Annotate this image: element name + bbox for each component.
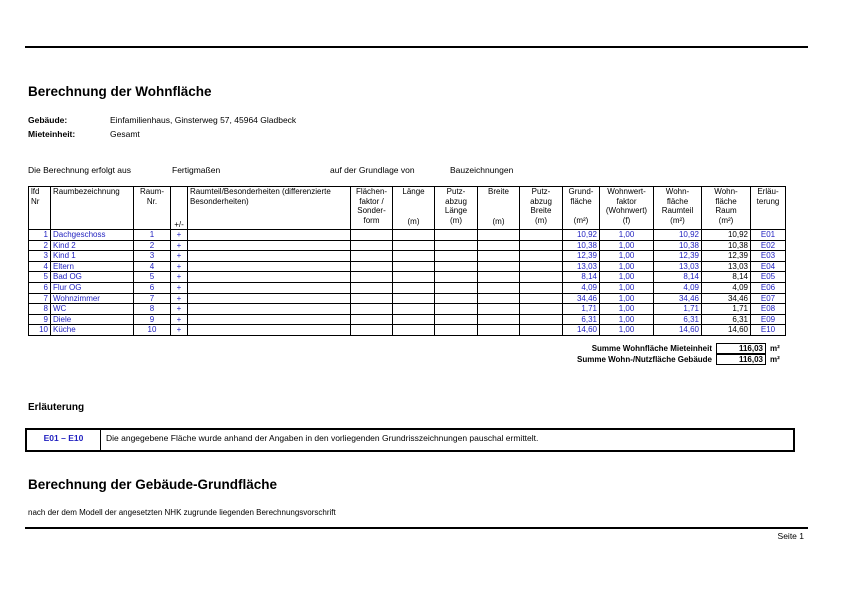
header-wohnflaeche-raumteil-unit: (m²): [670, 215, 685, 225]
header-putz-breite-unit: (m): [535, 215, 547, 225]
header-raumbezeichnung: Raumbezeichnung: [51, 187, 134, 230]
row-wohnflaeche-raum: 6,31: [702, 314, 751, 325]
row-laenge: [393, 261, 435, 272]
header-laenge: [393, 187, 435, 230]
gebaeude-value: Einfamilienhaus, Ginsterweg 57, 45964 Gladbeck: [110, 115, 297, 125]
row-flaechenfaktor: [351, 282, 393, 293]
header-breite-unit: (m): [492, 216, 505, 226]
basis-middle: auf der Grundlage von: [330, 165, 415, 175]
row-putz-laenge: [435, 261, 478, 272]
row-wohnflaeche-raumteil: 12,39: [654, 251, 702, 262]
row-wohnwertfaktor: 1,00: [600, 314, 654, 325]
row-erlaeuterung: E08: [751, 304, 786, 315]
header-wohnflaeche-raumteil-label: Wohn- fläche Raumteil: [661, 187, 694, 215]
row-erlaeuterung: E03: [751, 251, 786, 262]
row-breite: [478, 282, 520, 293]
table-row: [29, 230, 786, 241]
row-erlaeuterung: E02: [751, 240, 786, 251]
header-wohnwertfaktor-unit: (f): [622, 215, 631, 225]
row-raumnr: 1: [134, 230, 171, 241]
section-title-grundflaeche: Berechnung der Gebäude-Grundfläche: [28, 477, 278, 492]
table-header-row: [29, 187, 786, 230]
row-plusminus: +: [171, 282, 188, 293]
table-row: [29, 314, 786, 325]
row-plusminus: +: [171, 261, 188, 272]
row-raumnr: 7: [134, 293, 171, 304]
row-raumbezeichnung: Eltern: [51, 261, 134, 272]
summe-gebaeude-label: Summe Wohn-/Nutzfläche Gebäude: [577, 355, 712, 364]
row-putz-breite: [520, 282, 563, 293]
summe-mieteinheit-unit: m²: [770, 344, 780, 353]
table-row: [29, 261, 786, 272]
table-row: [29, 272, 786, 283]
summe-gebaeude-unit: m²: [770, 355, 780, 364]
erlaeuterung-code: E01 – E10: [27, 430, 101, 450]
mieteinheit-label: Mieteinheit:: [28, 129, 76, 139]
row-raumnr: 6: [134, 282, 171, 293]
row-erlaeuterung: E04: [751, 261, 786, 272]
row-raumteil: [188, 293, 351, 304]
row-grundflaeche: 10,92: [563, 230, 600, 241]
row-wohnwertfaktor: 1,00: [600, 282, 654, 293]
table-row: [29, 293, 786, 304]
row-putz-breite: [520, 240, 563, 251]
header-grundflaeche-unit: (m²): [573, 216, 589, 225]
row-grundflaeche: 1,71: [563, 304, 600, 315]
row-wohnwertfaktor: 1,00: [600, 325, 654, 336]
row-raumbezeichnung: Flur OG: [51, 282, 134, 293]
header-wohnwertfaktor-label: Wohnwert- faktor (Wohnwert): [605, 187, 648, 215]
row-wohnflaeche-raumteil: 10,92: [654, 230, 702, 241]
row-wohnflaeche-raumteil: 34,46: [654, 293, 702, 304]
row-flaechenfaktor: [351, 304, 393, 315]
row-plusminus: +: [171, 314, 188, 325]
header-wohnflaeche-raum-label: Wohn- fläche Raum: [714, 187, 738, 215]
header-breite: [478, 187, 520, 230]
erlaeuterung-text: Die angegebene Fläche wurde anhand der Angaben in den vorliegenden Grundrisszeichnungen pauschal ermittelt.: [106, 433, 539, 443]
gebaeude-label: Gebäude:: [28, 115, 68, 125]
header-laenge-label: Länge: [402, 187, 425, 196]
row-plusminus: +: [171, 240, 188, 251]
basis-value1: Fertigmaßen: [172, 165, 221, 175]
row-plusminus: +: [171, 293, 188, 304]
row-lfd-nr: 3: [29, 251, 51, 262]
row-putz-breite: [520, 325, 563, 336]
row-raumteil: [188, 314, 351, 325]
row-grundflaeche: 10,38: [563, 240, 600, 251]
row-wohnflaeche-raum: 4,09: [702, 282, 751, 293]
table-row: [29, 304, 786, 315]
header-wohnflaeche-raumteil: [654, 187, 702, 230]
row-breite: [478, 272, 520, 283]
row-laenge: [393, 325, 435, 336]
table-row: [29, 240, 786, 251]
row-raumnr: 4: [134, 261, 171, 272]
row-wohnflaeche-raumteil: 1,71: [654, 304, 702, 315]
row-wohnflaeche-raum: 10,38: [702, 240, 751, 251]
table-row: [29, 282, 786, 293]
header-putz-laenge: [435, 187, 478, 230]
row-erlaeuterung: E06: [751, 282, 786, 293]
row-erlaeuterung: E10: [751, 325, 786, 336]
row-erlaeuterung: E01: [751, 230, 786, 241]
header-laenge-unit: (m): [407, 216, 420, 226]
row-flaechenfaktor: [351, 230, 393, 241]
row-wohnwertfaktor: 1,00: [600, 240, 654, 251]
row-raumteil: [188, 282, 351, 293]
row-lfd-nr: 8: [29, 304, 51, 315]
row-lfd-nr: 1: [29, 230, 51, 241]
wohnflaeche-table: [28, 186, 786, 336]
row-putz-breite: [520, 230, 563, 241]
row-lfd-nr: 2: [29, 240, 51, 251]
row-raumteil: [188, 261, 351, 272]
row-raumbezeichnung: Kind 1: [51, 251, 134, 262]
row-putz-breite: [520, 251, 563, 262]
row-putz-laenge: [435, 282, 478, 293]
row-putz-laenge: [435, 251, 478, 262]
row-laenge: [393, 304, 435, 315]
header-wohnflaeche-raum-unit: (m²): [718, 215, 734, 225]
row-raumteil: [188, 304, 351, 315]
row-flaechenfaktor: [351, 240, 393, 251]
row-wohnflaeche-raumteil: 8,14: [654, 272, 702, 283]
row-putz-laenge: [435, 304, 478, 315]
row-wohnflaeche-raum: 8,14: [702, 272, 751, 283]
row-wohnflaeche-raum: 1,71: [702, 304, 751, 315]
row-raumnr: 5: [134, 272, 171, 283]
row-wohnwertfaktor: 1,00: [600, 230, 654, 241]
row-erlaeuterung: E07: [751, 293, 786, 304]
row-putz-laenge: [435, 230, 478, 241]
erlaeuterung-title: Erläuterung: [28, 402, 85, 413]
row-raumteil: [188, 240, 351, 251]
row-grundflaeche: 12,39: [563, 251, 600, 262]
row-plusminus: +: [171, 230, 188, 241]
row-putz-laenge: [435, 325, 478, 336]
row-breite: [478, 304, 520, 315]
row-grundflaeche: 6,31: [563, 314, 600, 325]
row-raumteil: [188, 272, 351, 283]
row-raumnr: 10: [134, 325, 171, 336]
header-erlaeuterung: Erläu- terung: [751, 187, 786, 230]
row-raumnr: 9: [134, 314, 171, 325]
row-laenge: [393, 272, 435, 283]
row-erlaeuterung: E05: [751, 272, 786, 283]
row-raumbezeichnung: Diele: [51, 314, 134, 325]
row-grundflaeche: 8,14: [563, 272, 600, 283]
row-putz-breite: [520, 261, 563, 272]
row-lfd-nr: 10: [29, 325, 51, 336]
row-putz-laenge: [435, 240, 478, 251]
summe-gebaeude-value: 116,03: [716, 354, 766, 365]
row-wohnflaeche-raumteil: 4,09: [654, 282, 702, 293]
table-row: [29, 251, 786, 262]
row-plusminus: +: [171, 325, 188, 336]
table-row: [29, 325, 786, 336]
row-putz-breite: [520, 293, 563, 304]
summe-mieteinheit-label: Summe Wohnfläche Mieteinheit: [591, 344, 712, 353]
basis-value2: Bauzeichnungen: [450, 165, 514, 175]
erlaeuterung-box: [25, 428, 795, 452]
header-putz-laenge-unit: (m): [450, 215, 462, 225]
header-raumteil: Raumteil/Besonderheiten (differenzierte Besonderheiten): [188, 187, 351, 230]
row-plusminus: +: [171, 272, 188, 283]
row-wohnflaeche-raum: 14,60: [702, 325, 751, 336]
row-putz-breite: [520, 272, 563, 283]
row-wohnwertfaktor: 1,00: [600, 293, 654, 304]
row-lfd-nr: 7: [29, 293, 51, 304]
row-wohnflaeche-raum: 10,92: [702, 230, 751, 241]
row-breite: [478, 314, 520, 325]
row-breite: [478, 325, 520, 336]
page-title: Berechnung der Wohnfläche: [28, 84, 212, 99]
row-laenge: [393, 240, 435, 251]
header-wohnflaeche-raum: [702, 187, 751, 230]
bottom-rule: [25, 527, 808, 529]
row-wohnflaeche-raum: 12,39: [702, 251, 751, 262]
row-raumteil: [188, 230, 351, 241]
row-grundflaeche: 4,09: [563, 282, 600, 293]
row-raumbezeichnung: Wohnzimmer: [51, 293, 134, 304]
row-wohnflaeche-raumteil: 10,38: [654, 240, 702, 251]
row-putz-laenge: [435, 314, 478, 325]
row-putz-laenge: [435, 293, 478, 304]
row-flaechenfaktor: [351, 261, 393, 272]
row-raumteil: [188, 251, 351, 262]
row-raumbezeichnung: Kind 2: [51, 240, 134, 251]
header-raumnr: Raum- Nr.: [134, 187, 171, 230]
row-raumnr: 8: [134, 304, 171, 315]
mieteinheit-value: Gesamt: [110, 129, 140, 139]
top-rule: [25, 46, 808, 48]
row-flaechenfaktor: [351, 314, 393, 325]
row-putz-laenge: [435, 272, 478, 283]
row-flaechenfaktor: [351, 325, 393, 336]
row-flaechenfaktor: [351, 251, 393, 262]
row-flaechenfaktor: [351, 293, 393, 304]
header-putz-breite-label: Putz- abzug Breite: [530, 187, 552, 215]
header-flaechenfaktor: Flächen- faktor / Sonder- form: [351, 187, 393, 230]
row-putz-breite: [520, 314, 563, 325]
row-raumbezeichnung: Küche: [51, 325, 134, 336]
basis-prefix: Die Berechnung erfolgt aus: [28, 165, 132, 175]
row-lfd-nr: 6: [29, 282, 51, 293]
row-laenge: [393, 230, 435, 241]
header-putz-breite: [520, 187, 563, 230]
row-grundflaeche: 13,03: [563, 261, 600, 272]
row-laenge: [393, 314, 435, 325]
row-breite: [478, 251, 520, 262]
row-raumnr: 2: [134, 240, 171, 251]
header-grundflaeche-label: Grund- fläche: [568, 187, 594, 206]
header-wohnwertfaktor: [600, 187, 654, 230]
row-raumnr: 3: [134, 251, 171, 262]
row-plusminus: +: [171, 304, 188, 315]
row-wohnwertfaktor: 1,00: [600, 251, 654, 262]
row-wohnwertfaktor: 1,00: [600, 261, 654, 272]
row-raumbezeichnung: Bad OG: [51, 272, 134, 283]
section-subtitle-grundflaeche: nach der dem Modell der angesetzten NHK zugrunde liegenden Berechnungsvorschrift: [28, 508, 336, 517]
row-breite: [478, 261, 520, 272]
header-plusminus: +/-: [171, 187, 188, 230]
row-wohnwertfaktor: 1,00: [600, 304, 654, 315]
row-wohnflaeche-raum: 13,03: [702, 261, 751, 272]
row-breite: [478, 230, 520, 241]
header-breite-label: Breite: [488, 187, 509, 196]
row-grundflaeche: 34,46: [563, 293, 600, 304]
row-laenge: [393, 282, 435, 293]
row-wohnflaeche-raumteil: 6,31: [654, 314, 702, 325]
row-breite: [478, 293, 520, 304]
summe-mieteinheit-value: 116,03: [716, 343, 766, 354]
row-flaechenfaktor: [351, 272, 393, 283]
row-putz-breite: [520, 304, 563, 315]
row-laenge: [393, 251, 435, 262]
header-grundflaeche: [563, 187, 600, 230]
row-plusminus: +: [171, 251, 188, 262]
row-lfd-nr: 5: [29, 272, 51, 283]
header-lfd: lfd Nr: [29, 187, 51, 230]
page-number: Seite 1: [777, 531, 804, 541]
row-grundflaeche: 14,60: [563, 325, 600, 336]
row-erlaeuterung: E09: [751, 314, 786, 325]
row-breite: [478, 240, 520, 251]
row-wohnflaeche-raumteil: 13,03: [654, 261, 702, 272]
header-putz-laenge-label: Putz- abzug Länge: [444, 187, 468, 215]
row-raumbezeichnung: WC: [51, 304, 134, 315]
row-wohnflaeche-raumteil: 14,60: [654, 325, 702, 336]
row-lfd-nr: 9: [29, 314, 51, 325]
row-wohnflaeche-raum: 34,46: [702, 293, 751, 304]
row-raumbezeichnung: Dachgeschoss: [51, 230, 134, 241]
row-lfd-nr: 4: [29, 261, 51, 272]
row-laenge: [393, 293, 435, 304]
row-raumteil: [188, 325, 351, 336]
row-wohnwertfaktor: 1,00: [600, 272, 654, 283]
